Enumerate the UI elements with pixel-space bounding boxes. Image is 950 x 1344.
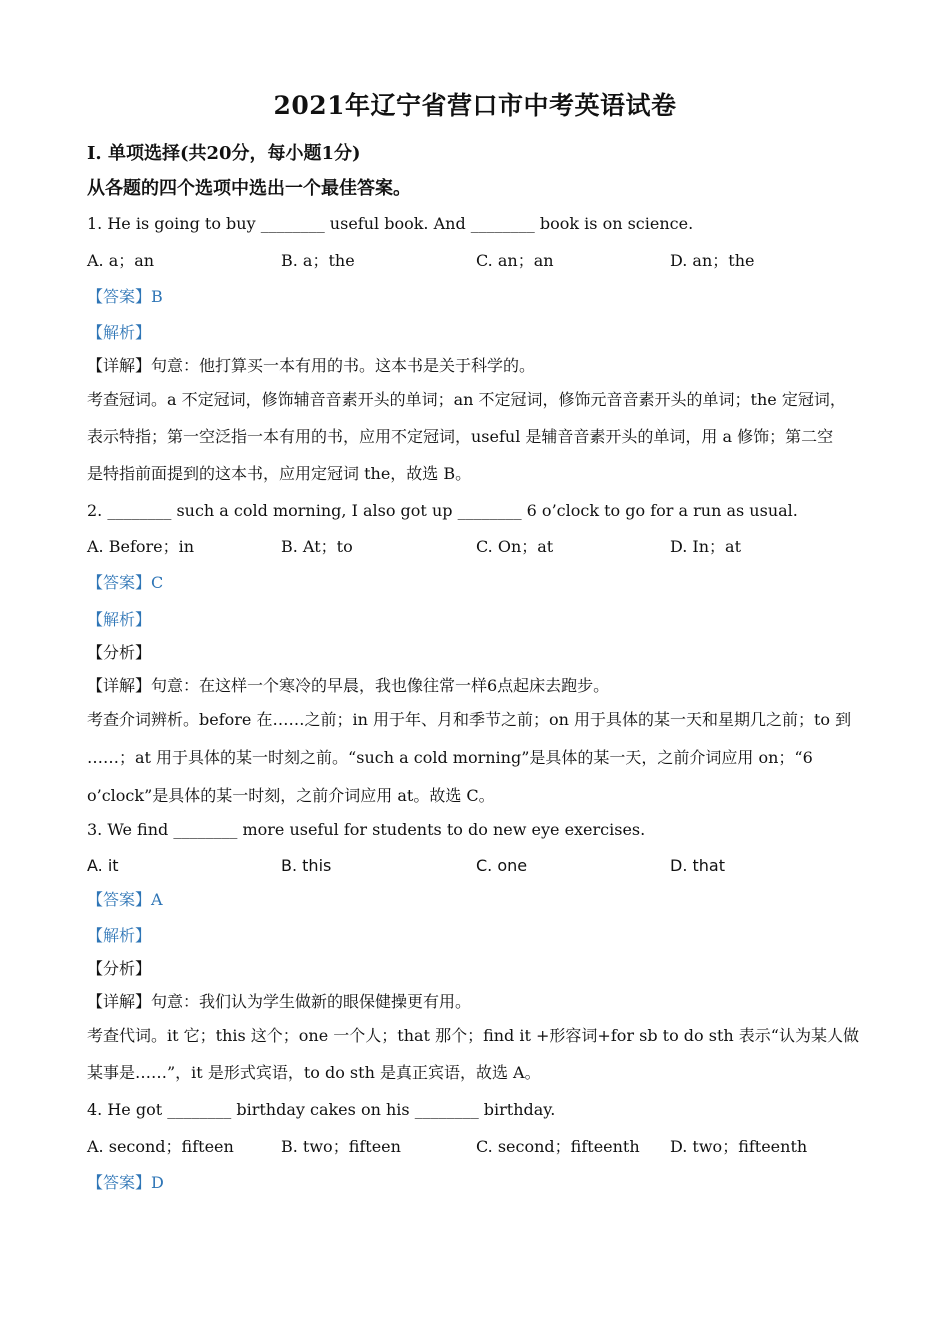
question-3-explain-line-2: 某事是……”，it 是形式宾语，to do sth 是真正宾语，故选 A。 <box>87 1063 541 1082</box>
question-3-option-d: D. that <box>670 856 725 875</box>
question-2-option-a: A. Before；in <box>87 537 195 556</box>
question-3-option-c: C. one <box>476 856 528 875</box>
question-3-explain-line-1: 考查代词。it 它；this 这个；one 一个人；that 那个；find it +形容词+for sb to do sth 表示“认为某人做 <box>87 1026 859 1045</box>
question-4-option-c: C. second；fifteenth <box>476 1137 640 1156</box>
question-4-option-a: A. second；fifteen <box>87 1137 234 1156</box>
question-4-stem: 4. He got ________ birthday cakes on his ________ birthday. <box>87 1100 556 1119</box>
question-2-explain-line-2: ……；at 用于具体的某一时刻之前。“such a cold morning”是具体的某一天，之前介词应用 on；“6 <box>87 748 813 767</box>
question-2-option-d: D. In；at <box>670 537 742 556</box>
question-1-answer: 【答案】B <box>87 287 163 306</box>
question-2-stem: 2. ________ such a cold morning, I also got up ________ 6 o’clock to go for a run as usual. <box>87 501 798 520</box>
question-1-option-a: A. a；an <box>87 251 155 270</box>
question-3-analysis-label: 【解析】 <box>87 926 152 945</box>
question-3-option-b: B. this <box>281 856 332 875</box>
question-2-answer: 【答案】C <box>87 573 164 592</box>
question-3-detail: 【详解】句意：我们认为学生做新的眼保健操更有用。 <box>87 992 472 1011</box>
question-4-answer: 【答案】D <box>87 1173 164 1192</box>
question-4-option-d: D. two；fifteenth <box>670 1137 808 1156</box>
section-heading: Ⅰ. 单项选择(共20分，每小题1分) <box>87 143 361 164</box>
question-3-stem: 3. We find ________ more useful for students to do new eye exercises. <box>87 820 646 839</box>
question-1-explain-line-3: 是特指前面提到的这本书，应用定冠词 the，故选 B。 <box>87 464 472 483</box>
question-2-option-c: C. On；at <box>476 537 554 556</box>
question-1-stem: 1. He is going to buy ________ useful book. And ________ book is on science. <box>87 214 694 233</box>
question-1-option-b: B. a；the <box>281 251 355 270</box>
question-1-option-c: C. an；an <box>476 251 554 270</box>
question-1-option-d: D. an；the <box>670 251 755 270</box>
question-1-explain-line-1: 考查冠词。a 不定冠词，修饰辅音音素开头的单词；an 不定冠词，修饰元音音素开头的单词；the 定冠词， <box>87 390 846 409</box>
question-2-analysis-label: 【解析】 <box>87 610 152 629</box>
question-2-explain-line-3: o’clock”是具体的某一时刻，之前介词应用 at。故选 C。 <box>87 786 495 805</box>
question-1-analysis-label: 【解析】 <box>87 323 152 342</box>
question-4-option-b: B. two；fifteen <box>281 1137 401 1156</box>
question-2-option-b: B. At；to <box>281 537 353 556</box>
section-instruction: 从各题的四个选项中选出一个最佳答案。 <box>87 178 411 199</box>
question-3-answer: 【答案】A <box>87 890 163 909</box>
question-1-detail: 【详解】句意：他打算买一本有用的书。这本书是关于科学的。 <box>87 356 536 375</box>
question-3-fenxi: 【分析】 <box>87 959 152 978</box>
question-2-explain-line-1: 考查介词辨析。before 在……之前；in 用于年、月和季节之前；on 用于具体的某一天和星期几之前；to 到 <box>87 710 852 729</box>
question-2-fenxi: 【分析】 <box>87 643 152 662</box>
page-title: 2021年辽宁省营口市中考英语试卷 <box>273 91 677 120</box>
question-2-detail: 【详解】句意：在这样一个寒冷的早晨，我也像往常一样6点起床去跑步。 <box>87 676 610 695</box>
question-3-option-a: A. it <box>87 856 119 875</box>
question-1-explain-line-2: 表示特指；第一空泛指一本有用的书，应用不定冠词，useful 是辅音音素开头的单词，用 a 修饰；第二空 <box>87 427 834 446</box>
